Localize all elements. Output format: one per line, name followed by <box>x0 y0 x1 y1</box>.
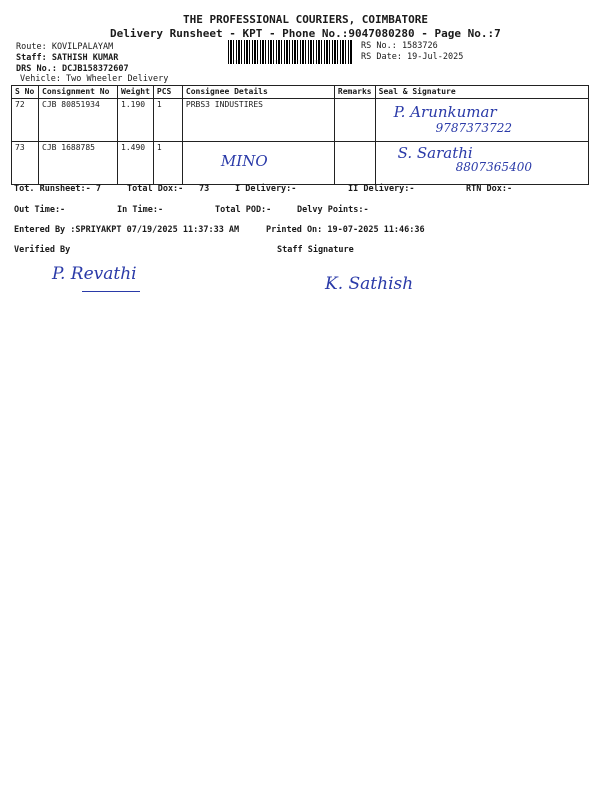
signature-underline <box>82 291 140 292</box>
handwritten-phone: 8807365400 <box>455 160 532 174</box>
printed-on: Printed On: 19-07-2025 11:46:36 <box>266 225 425 235</box>
col-pcs: PCS <box>153 86 182 99</box>
col-remarks: Remarks <box>334 86 375 99</box>
cell-weight: 1.190 <box>118 99 154 142</box>
cell-consignee <box>182 142 334 185</box>
drs-label: DRS No.: DCJB158372607 <box>16 64 129 74</box>
handwritten-signature-name: P. Arunkumar <box>393 103 497 121</box>
table-row <box>12 99 589 142</box>
route-label: Route: KOVILPALAYAM <box>16 42 114 52</box>
cell-consignment: CJB 1688785 <box>39 142 118 185</box>
staff-signature-label: Staff Signature <box>277 245 354 255</box>
i-delivery: I Delivery:- <box>235 184 297 194</box>
cell-remarks <box>334 99 375 142</box>
col-weight: Weight <box>118 86 154 99</box>
verified-signature: P. Revathi <box>52 264 137 284</box>
total-dox-label: Total Dox:- <box>127 184 184 194</box>
cell-signature <box>375 99 588 142</box>
barcode-image <box>228 40 353 64</box>
ii-delivery: II Delivery:- <box>348 184 415 194</box>
runsheet-title: Delivery Runsheet - KPT - Phone No.:9047080280 - Page No.:7 <box>110 27 501 40</box>
total-pod: Total POD:- <box>215 205 272 215</box>
staff-signature: K. Sathish <box>325 274 414 294</box>
table-header-row <box>12 86 589 99</box>
rs-date: RS Date: 19-Jul-2025 <box>361 52 464 62</box>
cell-consignee: PRBS3 INDUSTIRES <box>182 99 334 142</box>
out-time: Out Time:- <box>14 205 66 215</box>
cell-pcs: 1 <box>153 142 182 185</box>
cell-sno: 73 <box>12 142 39 185</box>
in-time: In Time:- <box>117 205 164 215</box>
col-seal-signature: Seal & Signature <box>375 86 588 99</box>
cell-signature <box>375 142 588 185</box>
cell-remarks <box>334 142 375 185</box>
vehicle-label: Vehicle: Two Wheeler Delivery <box>20 74 169 84</box>
company-title: THE PROFESSIONAL COURIERS, COIMBATORE <box>183 13 429 26</box>
cell-weight: 1.490 <box>118 142 154 185</box>
runsheet-table <box>11 85 589 185</box>
col-sno: S No <box>12 86 39 99</box>
delvy-points: Delvy Points:- <box>297 205 369 215</box>
verified-by-label: Verified By <box>14 245 71 255</box>
tot-runsheet: Tot. Runsheet:- 7 <box>14 184 101 194</box>
rs-number: RS No.: 1583726 <box>361 41 438 51</box>
entered-by: Entered By :SPRIYAKPT 07/19/2025 11:37:33 AM <box>14 225 240 235</box>
col-consignment: Consignment No <box>39 86 118 99</box>
handwritten-phone: 9787373722 <box>435 121 512 135</box>
cell-consignment: CJB 80851934 <box>39 99 118 142</box>
total-dox-value: 73 <box>199 184 210 194</box>
cell-pcs: 1 <box>153 99 182 142</box>
cell-sno: 72 <box>12 99 39 142</box>
rtn-dox: RTN Dox:- <box>466 184 513 194</box>
table-row <box>12 142 589 185</box>
col-consignee: Consignee Details <box>182 86 334 99</box>
handwritten-consignee: MINO <box>220 152 268 170</box>
staff-label: Staff: SATHISH KUMAR <box>16 53 119 63</box>
handwritten-signature-name: S. Sarathi <box>397 144 473 162</box>
